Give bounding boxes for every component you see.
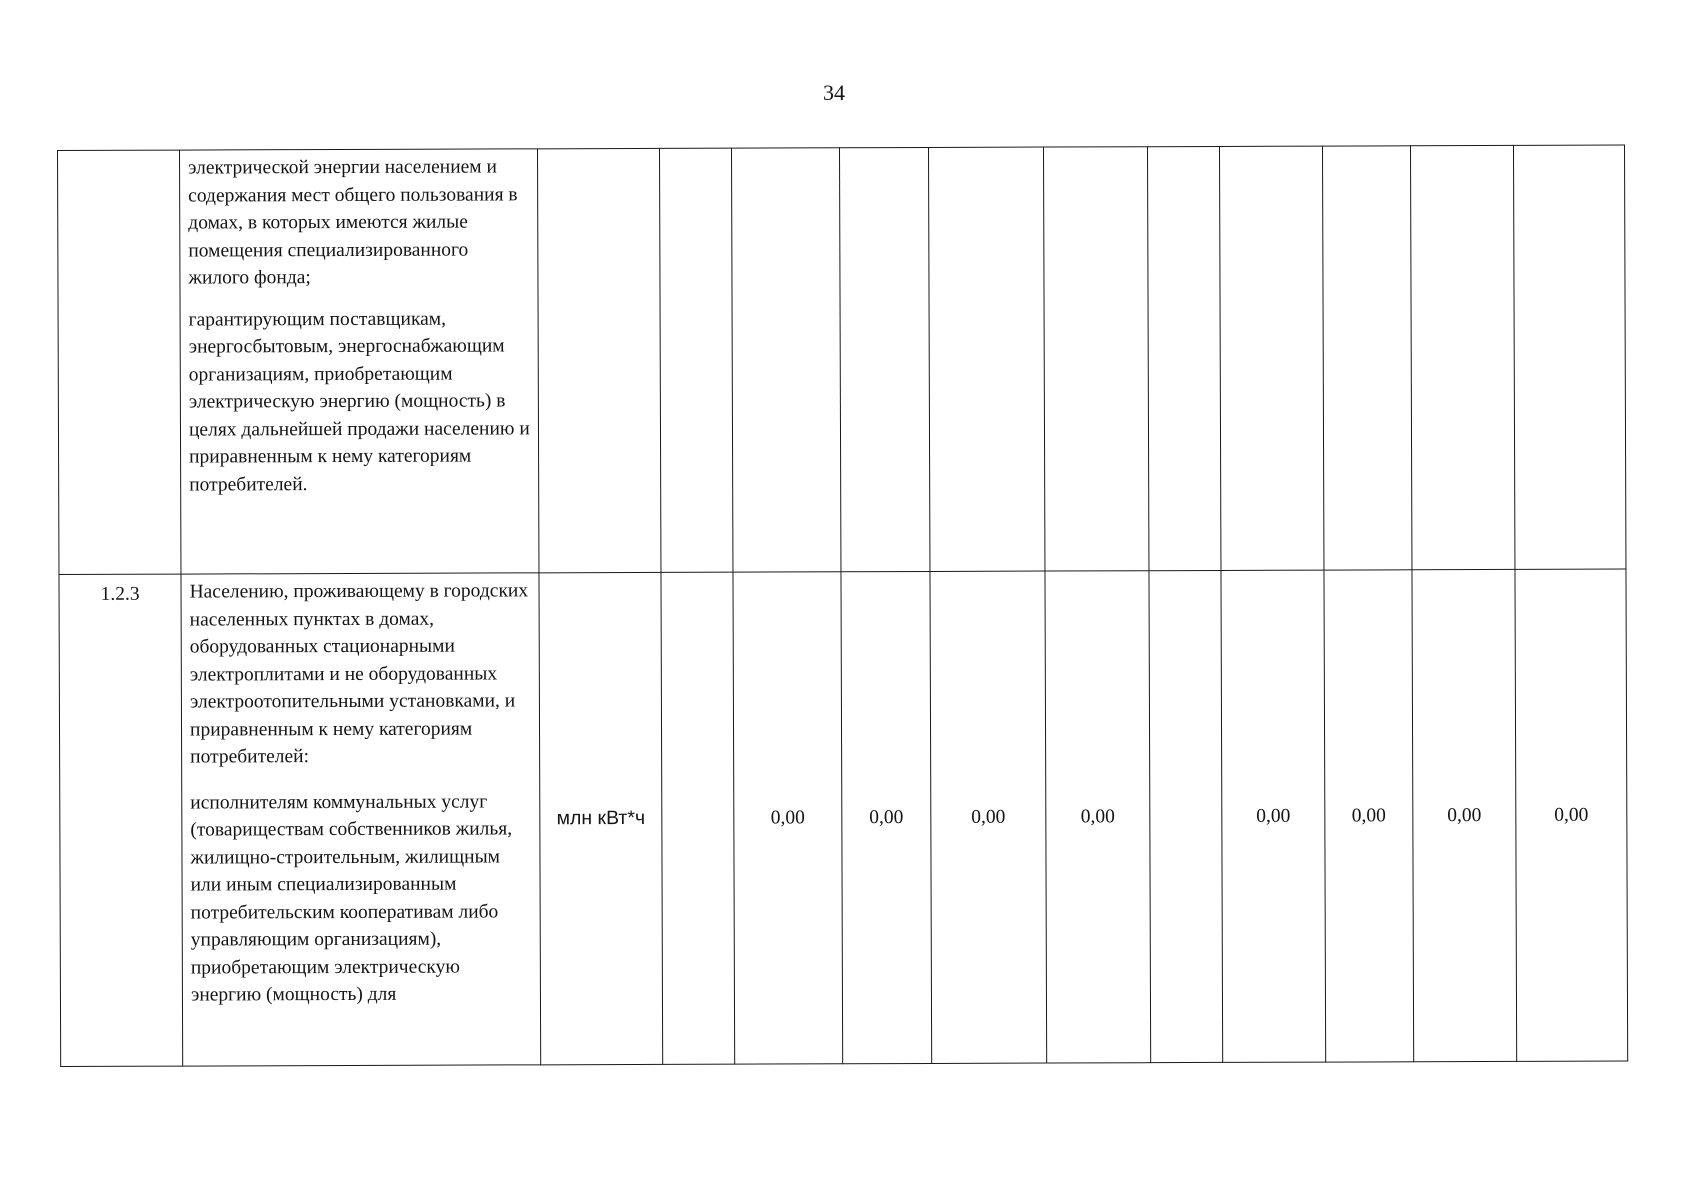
value-cell: 0,00 — [733, 572, 843, 1064]
description-paragraph: исполнителям коммунальных услуг (товариществам собственников жилья, жилищно-строительным, жилищным или иным специализированным потребительским кооперативам либо управляющим организациям), приобретающим электрическую энергию (мощность) для — [190, 791, 513, 1006]
value-cell — [731, 148, 840, 572]
table-row — [58, 145, 1626, 574]
value-cell: 0,00 — [930, 571, 1047, 1063]
unit-cell: млн кВт*ч — [539, 572, 663, 1064]
value-cell — [928, 147, 1044, 571]
value-cell — [1219, 146, 1323, 570]
row-description-cell — [180, 149, 539, 574]
description-paragraph: электрической энергии населением и содержания мест общего пользования в домах, в которых имеются жилые помещения специализированного жилого фонда; — [188, 156, 518, 289]
value-cell — [1149, 570, 1223, 1062]
value-cell — [1043, 147, 1148, 571]
description-paragraph: Населению, проживающему в городских населенных пунктах в домах, оборудованных стационарными электроплитами и не оборудованных электроотопительными установками, и приравненным к нему категориям потребителей: — [189, 580, 529, 768]
table-row — [59, 569, 1628, 1066]
value-cell: 0,00 — [1045, 571, 1151, 1063]
value-cell — [661, 572, 735, 1064]
value-cell: 0,00 — [841, 571, 932, 1063]
value-cell: 0,00 — [1324, 570, 1414, 1062]
row-number-cell: 1.2.3 — [59, 574, 183, 1066]
unit-cell — [537, 148, 660, 572]
page-number: 34 — [823, 80, 845, 105]
value-cell: 0,00 — [1515, 569, 1628, 1061]
value-cell — [659, 148, 732, 572]
value-cell — [1147, 146, 1220, 570]
row-number-cell — [58, 150, 181, 574]
data-table — [57, 145, 1628, 1067]
value-cell: 0,00 — [1221, 570, 1326, 1062]
value-cell — [1410, 145, 1514, 569]
row-description-cell — [181, 573, 541, 1066]
value-cell — [839, 147, 929, 571]
description-paragraph: гарантирующим поставщикам, энергосбытовым, энергоснабжающим организациям, приобретающим электрическую энергию (мощность) в целях дальнейшей продажи населению и приравненным к нему категориям потребителей. — [188, 308, 530, 496]
value-cell — [1513, 145, 1625, 569]
value-cell: 0,00 — [1412, 569, 1517, 1061]
value-cell — [1322, 146, 1411, 570]
